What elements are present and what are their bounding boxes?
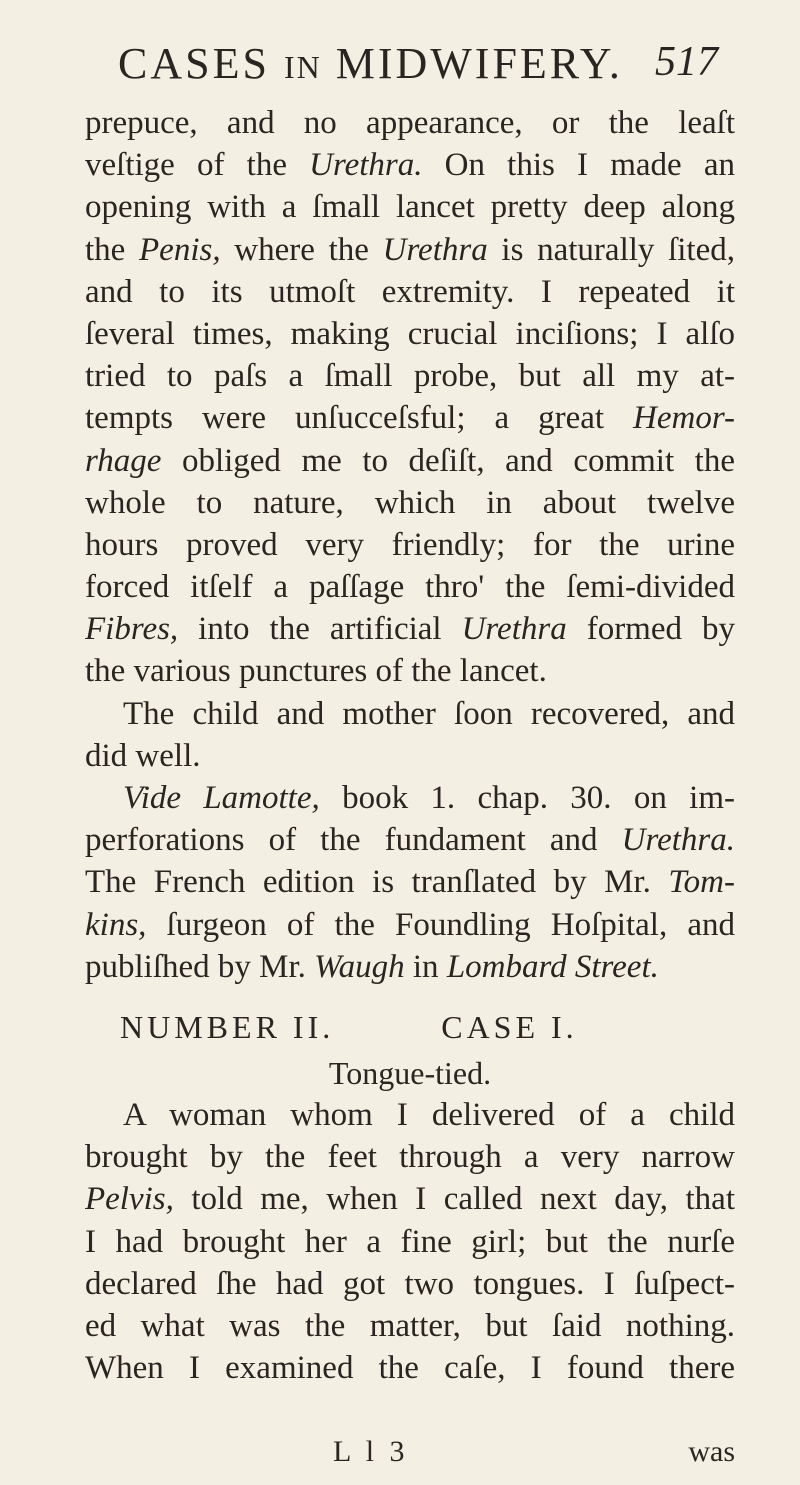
text-line: the Penis, where the Urethra is naturally ſited,	[85, 231, 735, 268]
text-line: whole to nature, which in about twelve	[85, 484, 735, 521]
text-line: rhage obliged me to deſiſt, and commit the	[85, 442, 735, 479]
case-label: CASE I.	[441, 1008, 578, 1045]
header-title-cases: CASES	[118, 39, 270, 88]
text-line: did well.	[85, 737, 201, 774]
text-line: forced itſelf a paſſage thro' the ſemi-divided	[85, 569, 735, 606]
text-line: brought by the feet through a very narrow	[85, 1139, 735, 1176]
page-footer	[85, 1435, 735, 1480]
page-number: 517	[655, 39, 718, 85]
text-line: The child and mother ſoon recovered, and	[123, 695, 735, 732]
text-line: ſeveral times, making crucial inciſions; I alſo	[85, 315, 735, 352]
section-heading	[85, 1002, 735, 1052]
text-line: tempts were unſucceſsful; a great Hemor-	[85, 400, 735, 437]
text-line: Pelvis, told me, when I called next day, that	[85, 1181, 735, 1218]
text-line: Vide Lamotte, book 1. chap. 30. on im-	[123, 780, 735, 816]
catchword: was	[688, 1435, 735, 1468]
running-header	[118, 38, 718, 98]
text-line: opening with a ſmall lancet pretty deep along	[85, 189, 735, 226]
text-line: When I examined the caſe, I found there	[85, 1350, 735, 1387]
signature-mark: L l 3	[333, 1435, 409, 1468]
text-line: the various punctures of the lancet.	[85, 653, 547, 690]
text-line: I had brought her a fine girl; but the nurſe	[85, 1223, 735, 1260]
body-text	[85, 102, 735, 1389]
text-line: perforations of the fundament and Urethra.	[85, 822, 735, 859]
text-line: tried to paſs a ſmall probe, but all my at-	[85, 358, 735, 395]
text-line: declared ſhe had got two tongues. I ſuſpect-	[85, 1265, 735, 1302]
text-line: publiſhed by Mr. Waugh in Lombard Street.	[85, 948, 659, 985]
text-line: ed what was the matter, but ſaid nothing.	[85, 1307, 735, 1344]
header-title-in: IN	[283, 49, 322, 85]
case-subtitle: Tongue-tied.	[328, 1054, 492, 1091]
text-line: prepuce, and no appearance, or the leaſt	[85, 105, 735, 141]
header-title-midwifery: MIDWIFERY.	[335, 39, 623, 88]
text-line: kins, ſurgeon of the Foundling Hoſpital, and	[85, 906, 735, 943]
text-line: A woman whom I delivered of a child	[123, 1096, 735, 1133]
text-line: Fibres, into the artificial Urethra formed by	[85, 611, 735, 648]
text-line: veſtige of the Urethra. On this I made an	[85, 147, 735, 184]
text-line: hours proved very friendly; for the urine	[85, 526, 735, 563]
text-line: and to its utmoſt extremity. I repeated it	[85, 273, 735, 310]
number-label: NUMBER II.	[120, 1008, 335, 1045]
text-line: The French edition is tranſlated by Mr. Tom-	[85, 864, 735, 901]
